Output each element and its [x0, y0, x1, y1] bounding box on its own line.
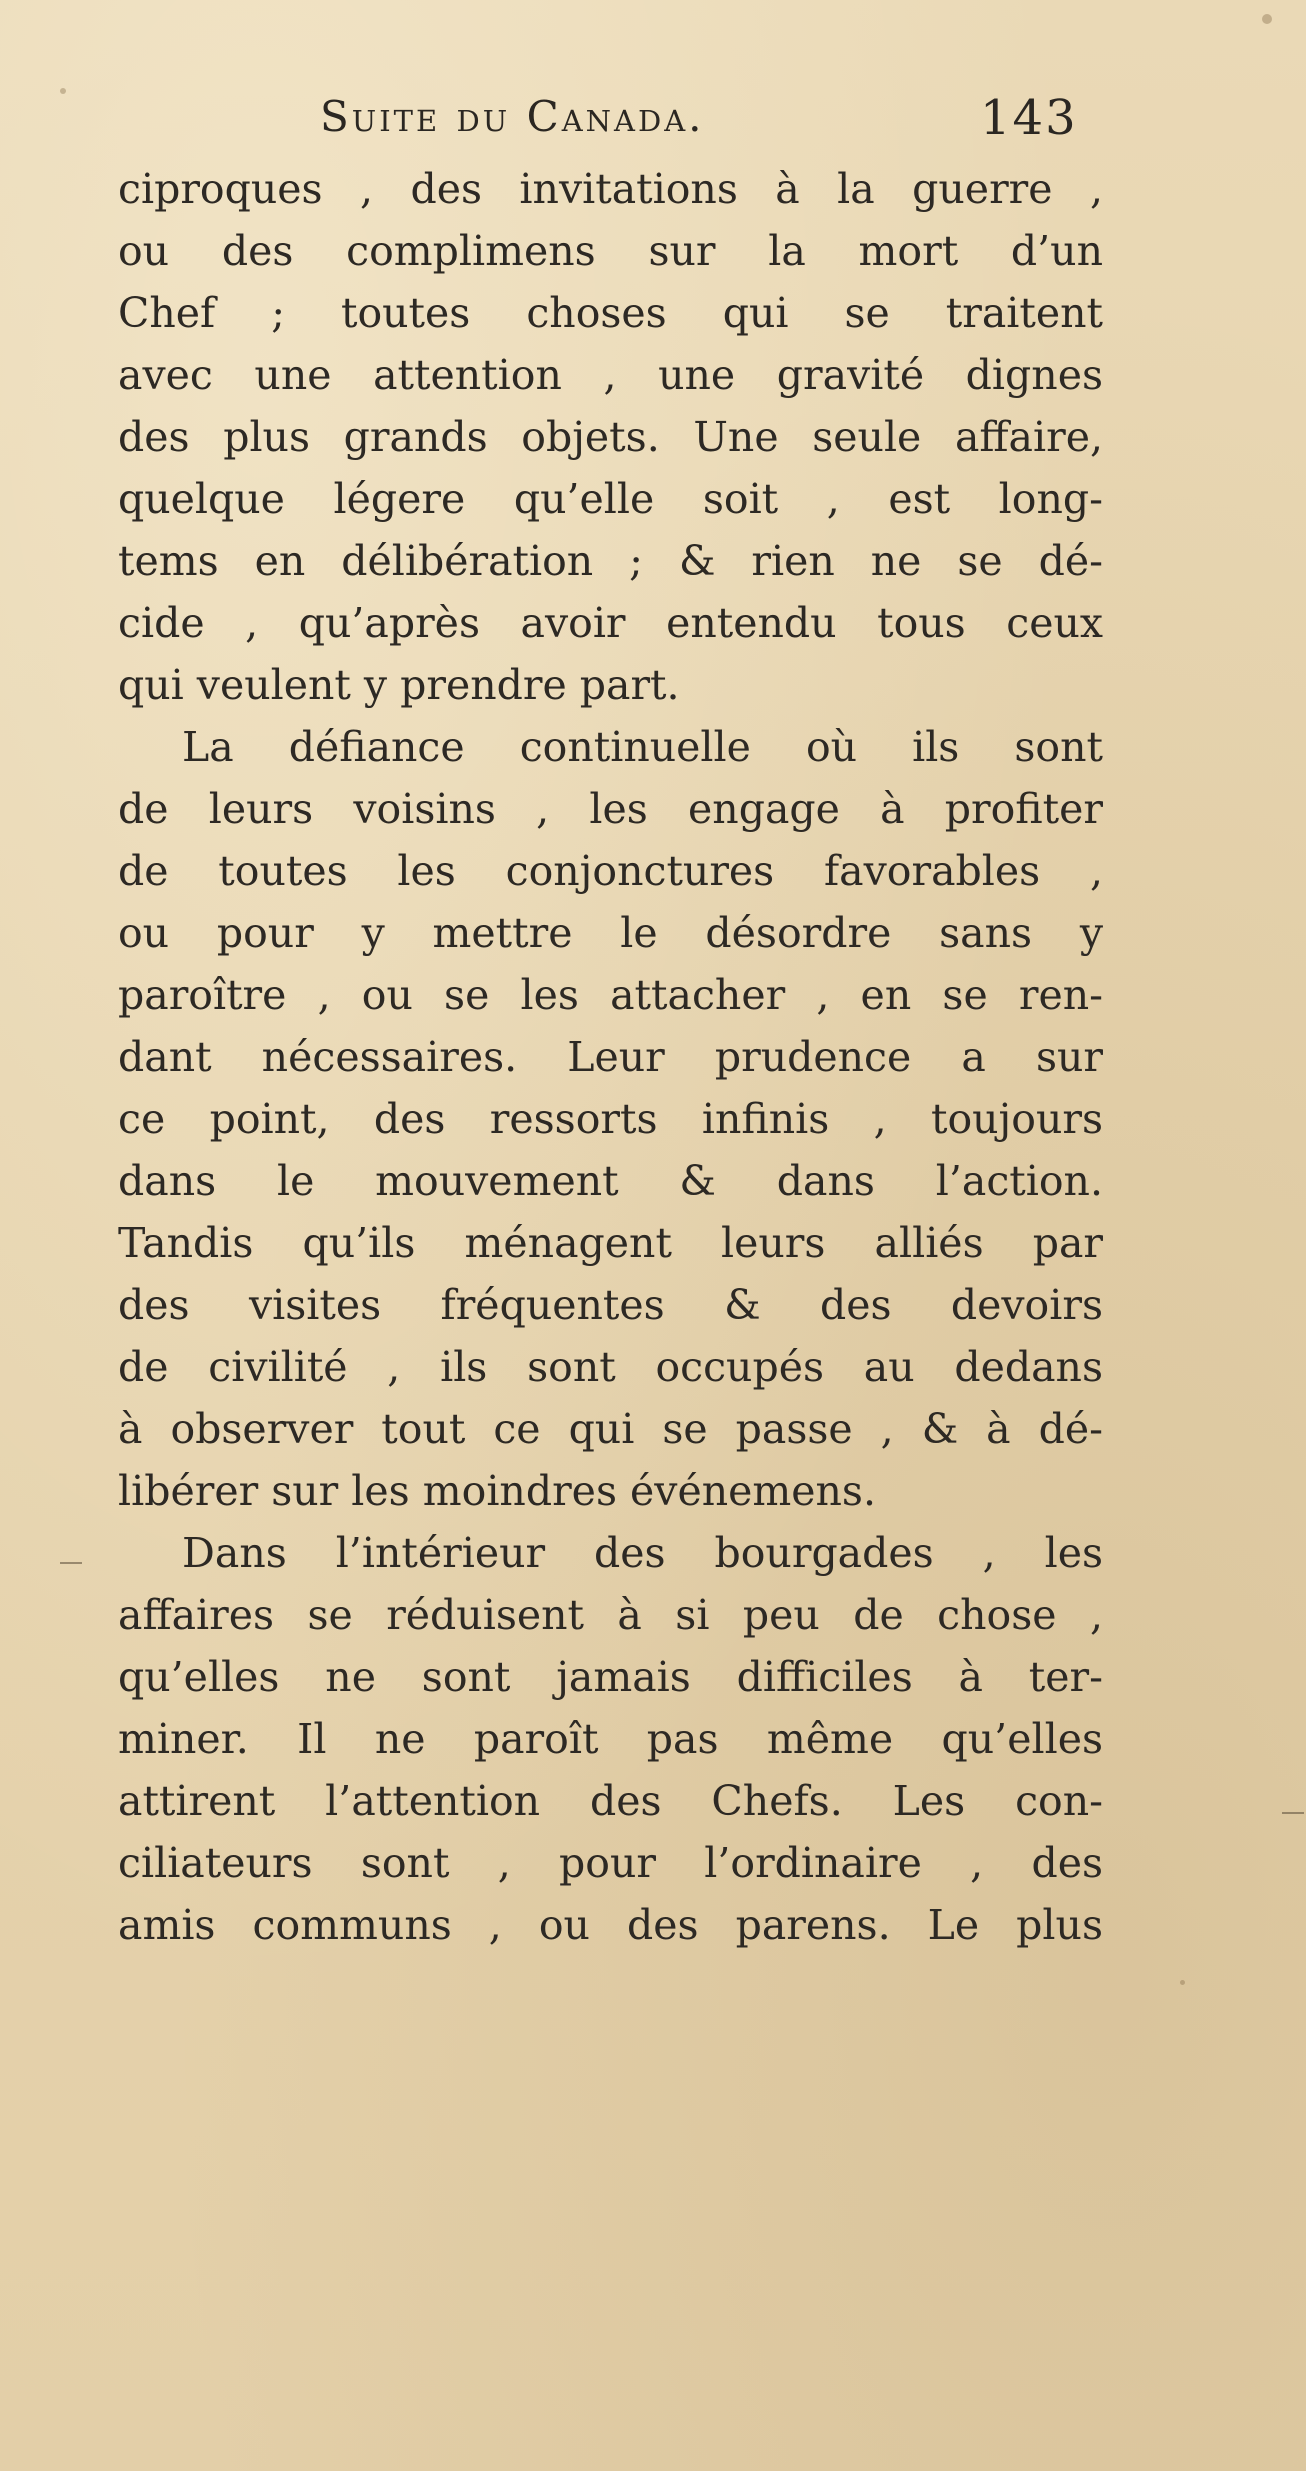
text-line: dant nécessaires. Leur prudence a sur [118, 1033, 1103, 1081]
text-line: miner. Il ne paroît pas même qu’elles [118, 1715, 1103, 1763]
text-line: ou des complimens sur la mort d’un [118, 227, 1103, 275]
text-line: tems en délibération ; & rien ne se dé- [118, 537, 1103, 585]
text-line: de toutes les conjonctures favorables , [118, 847, 1103, 895]
paper-spot [60, 88, 66, 94]
page-edge-mark [1282, 1812, 1304, 1814]
page-number: 143 [980, 90, 1078, 146]
text-line: Tandis qu’ils ménagent leurs alliés par [118, 1219, 1103, 1267]
paragraph-start-line: Dans l’intérieur des bourgades , les [182, 1529, 1103, 1577]
text-line: de civilité , ils sont occupés au dedans [118, 1343, 1103, 1391]
text-line: de leurs voisins , les engage à profiter [118, 785, 1103, 833]
text-line: ciproques , des invitations à la guerre , [118, 165, 1103, 213]
body-text [118, 158, 1103, 1956]
text-line: affaires se réduisent à si peu de chose , [118, 1591, 1103, 1639]
text-line: libérer sur les moindres événemens. [118, 1467, 876, 1515]
text-line: Chef ; toutes choses qui se traitent [118, 289, 1103, 337]
text-line: ce point, des ressorts infinis , toujours [118, 1095, 1103, 1143]
paragraph-start-line: La défiance continuelle où ils sont [182, 723, 1103, 771]
text-line: à observer tout ce qui se passe , & à dé- [118, 1405, 1103, 1453]
paper-spot [1262, 14, 1272, 24]
text-line: qui veulent y prendre part. [118, 661, 680, 709]
page-header [120, 92, 1120, 152]
text-line: paroître , ou se les attacher , en se ren- [118, 971, 1103, 1019]
running-title: Suite du Canada. [320, 92, 705, 141]
text-line: cide , qu’après avoir entendu tous ceux [118, 599, 1103, 647]
text-line: dans le mouvement & dans l’action. [118, 1157, 1103, 1205]
text-line: ciliateurs sont , pour l’ordinaire , des [118, 1839, 1103, 1887]
text-line: des visites fréquentes & des devoirs [118, 1281, 1103, 1329]
paper-spot [1180, 1980, 1185, 1985]
page-edge-mark [60, 1562, 82, 1564]
text-line: qu’elles ne sont jamais difficiles à ter- [118, 1653, 1103, 1701]
text-line: quelque légere qu’elle soit , est long- [118, 475, 1103, 523]
text-line: ou pour y mettre le désordre sans y [118, 909, 1103, 957]
text-line: des plus grands objets. Une seule affaire, [118, 413, 1103, 461]
text-line: avec une attention , une gravité dignes [118, 351, 1103, 399]
text-line: attirent l’attention des Chefs. Les con- [118, 1777, 1103, 1825]
text-line: amis communs , ou des parens. Le plus [118, 1901, 1103, 1949]
